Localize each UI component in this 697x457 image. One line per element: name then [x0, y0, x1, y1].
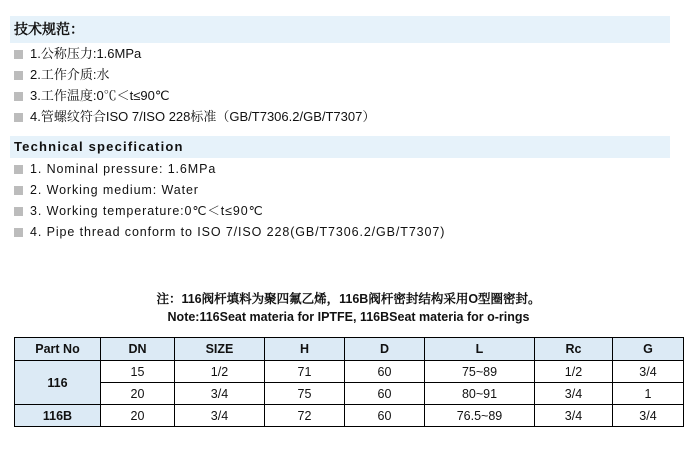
square-bullet-icon — [14, 71, 23, 80]
square-bullet-icon — [14, 165, 23, 174]
square-bullet-icon — [14, 113, 23, 122]
spec-item-label: 1. Nominal pressure: 1.6MPa — [30, 162, 217, 176]
table-cell: 60 — [345, 361, 425, 383]
spec-item — [10, 179, 670, 200]
square-bullet-icon — [14, 50, 23, 59]
spec-item — [10, 85, 670, 106]
table-cell: 15 — [101, 361, 175, 383]
spec-item — [10, 64, 670, 85]
spec-item-label: 1.公称压力:1.6MPa — [30, 46, 142, 61]
square-bullet-icon — [14, 186, 23, 195]
spec-title-en: Technical specification — [10, 136, 670, 158]
spec-item-label: 4. Pipe thread conform to ISO 7/ISO 228(GB/T7306.2/GB/T7307) — [30, 225, 446, 239]
spec-list-cn — [10, 43, 670, 127]
table-cell: 71 — [265, 361, 345, 383]
table-cell: 76.5~89 — [425, 405, 535, 427]
table-cell: 20 — [101, 383, 175, 405]
column-header: SIZE — [175, 338, 265, 361]
table-cell: 20 — [101, 405, 175, 427]
spec-item-label: 2.工作介质:水 — [30, 67, 110, 82]
cell-part-no: 116B — [15, 405, 101, 427]
technical-spec-cn — [10, 16, 670, 127]
table-row — [15, 361, 684, 383]
technical-spec-en — [10, 136, 670, 242]
column-header: DN — [101, 338, 175, 361]
table-row — [15, 383, 684, 405]
spec-item — [10, 106, 670, 127]
cell-part-no: 116 — [15, 361, 101, 405]
table-cell: 80~91 — [425, 383, 535, 405]
table-cell: 3/4 — [175, 383, 265, 405]
table-cell: 3/4 — [535, 383, 613, 405]
table-cell: 1 — [613, 383, 684, 405]
note-cn: 注：116阀杆填料为聚四氟乙烯，116B阀杆密封结构采用O型圈密封。 — [156, 292, 541, 306]
specification-table-wrapper — [14, 337, 683, 427]
table-cell: 72 — [265, 405, 345, 427]
table-cell: 1/2 — [535, 361, 613, 383]
table-cell: 3/4 — [535, 405, 613, 427]
square-bullet-icon — [14, 92, 23, 101]
square-bullet-icon — [14, 228, 23, 237]
table-cell: 60 — [345, 383, 425, 405]
spec-item-label: 3.工作温度:0℃＜t≤90℃ — [30, 88, 170, 103]
specification-table — [14, 337, 684, 427]
column-header: G — [613, 338, 684, 361]
spec-item — [10, 221, 670, 242]
column-header: D — [345, 338, 425, 361]
column-header: Rc — [535, 338, 613, 361]
note-en: Note:116Seat materia for IPTFE, 116BSeat materia for o-rings — [167, 310, 530, 324]
spec-item — [10, 43, 670, 64]
spec-item — [10, 200, 670, 221]
spec-item — [10, 158, 670, 179]
table-cell: 75 — [265, 383, 345, 405]
spec-item-label: 4.管螺纹符合ISO 7/ISO 228标准（GB/T7306.2/GB/T7307） — [30, 109, 376, 124]
spec-item-label: 3. Working temperature:0℃＜t≤90℃ — [30, 204, 264, 218]
spec-list-en — [10, 158, 670, 242]
spec-title-cn: 技术规范： — [10, 16, 670, 43]
column-header: Part No — [15, 338, 101, 361]
table-row — [15, 405, 684, 427]
table-cell: 3/4 — [613, 405, 684, 427]
table-cell: 3/4 — [175, 405, 265, 427]
table-cell: 1/2 — [175, 361, 265, 383]
table-cell: 60 — [345, 405, 425, 427]
table-header-row — [15, 338, 684, 361]
table-cell: 3/4 — [613, 361, 684, 383]
square-bullet-icon — [14, 207, 23, 216]
column-header: H — [265, 338, 345, 361]
column-header: L — [425, 338, 535, 361]
spec-item-label: 2. Working medium: Water — [30, 183, 199, 197]
table-cell: 75~89 — [425, 361, 535, 383]
